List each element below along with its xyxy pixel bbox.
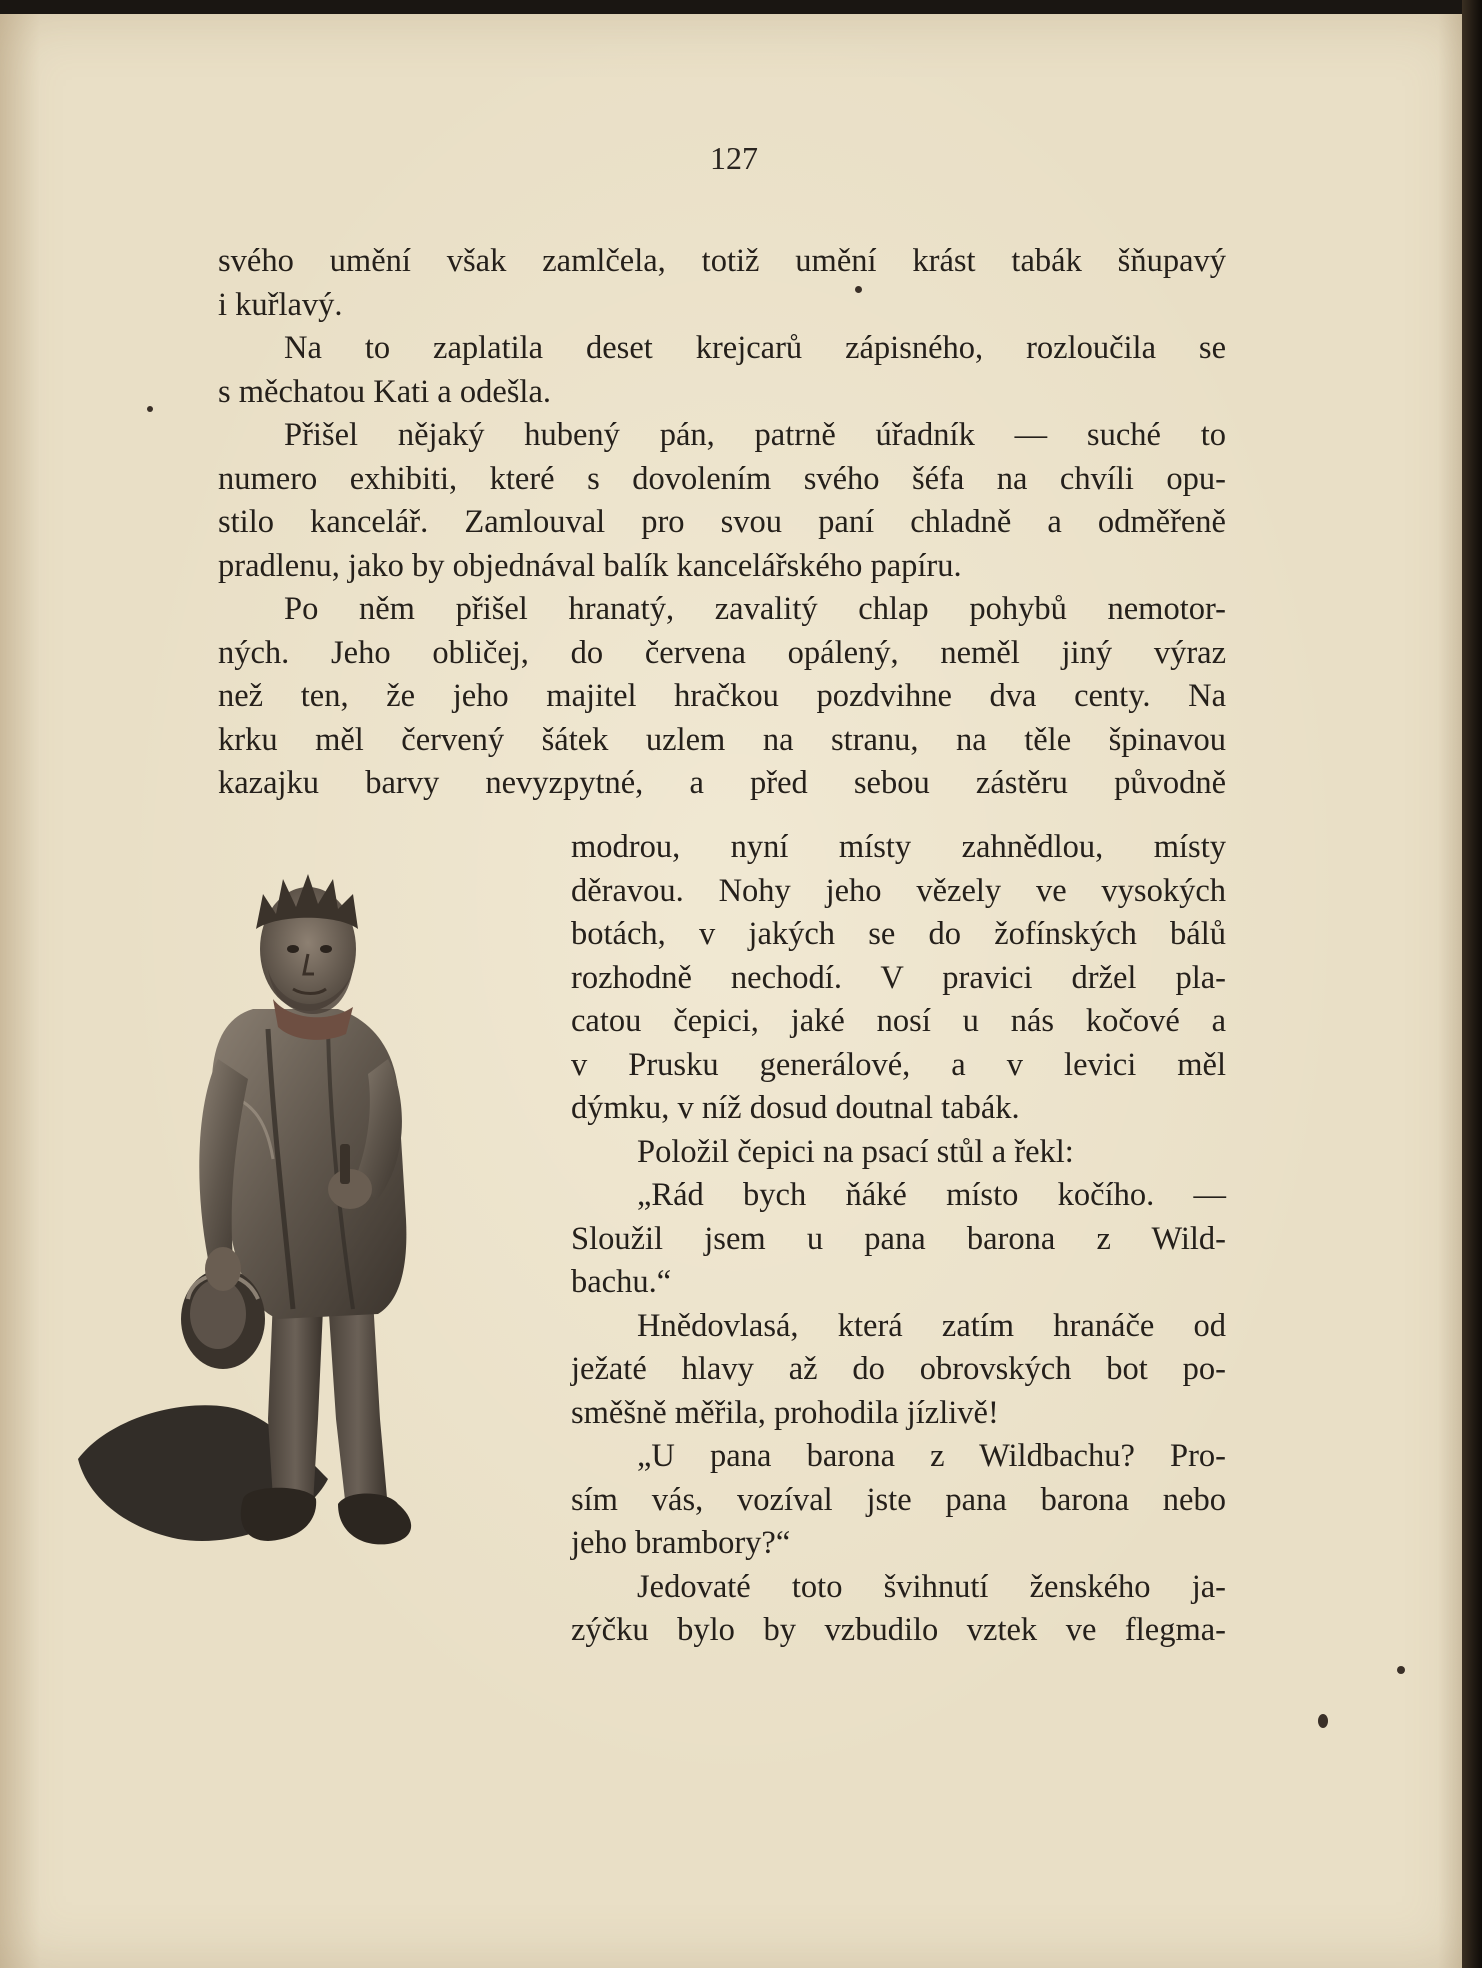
scan-speck [1318,1714,1328,1728]
text-block-beside-illustration [571,826,1226,1653]
text-line: zýčku bylo by vzbudilo vztek ve flegma- [571,1612,1226,1648]
text-line: krku měl červený šátek uzlem na stranu, na těle špinavou [218,721,1226,758]
text-line: „U pana barona z Wildbachu? Pro- [637,1438,1226,1474]
scan-speck [855,286,862,293]
text-line: catou čepici, jaké nosí u nás kočové a [571,1003,1226,1039]
text-line: Přišel nějaký hubený pán, patrně úřadník — suché to [284,417,1226,453]
text-line: modrou, nyní místy zahnědlou, místy [571,829,1226,865]
text-line: Sloužil jsem u pana barona z Wild- [571,1220,1226,1257]
text-line: v Prusku generálové, a v levici měl [571,1046,1226,1083]
text-line: numero exhibiti, které s dovolením svého šéfa na chvíli opu- [218,460,1226,497]
paragraph [571,1131,1226,1175]
paragraph [571,1435,1226,1566]
scan-speck [147,406,153,412]
text-line: Jedovaté toto švihnutí ženského ja- [637,1568,1226,1605]
text-line: Hnědovlasá, která zatím hranáče od [637,1307,1226,1344]
text-line: sím vás, vozíval jste pana barona nebo [571,1481,1226,1518]
paragraph [571,1174,1226,1305]
paragraph [218,240,1226,327]
paragraph [571,826,1226,1131]
text-line: botách, v jakých se do žofínských bálů [571,916,1226,952]
text-line: bachu.“ [571,1264,672,1300]
text-line: jeho brambory?“ [571,1525,791,1561]
text-line: než ten, že jeho majitel hračkou pozdvihne dva centy. Na [218,678,1226,714]
paragraph [218,588,1226,806]
text-line: „Rád bych ňáké místo kočího. — [637,1177,1226,1213]
paragraph [218,327,1226,414]
paragraph [571,1566,1226,1653]
text-line: s měchatou Kati a odešla. [218,373,552,410]
text-line: svého umění však zamlčela, totiž umění krást tabák šňupavý [218,243,1226,279]
text-line: Na to zaplatila deset krejcarů zápisného, rozloučila se [284,330,1226,366]
text-line: ježaté hlavy až do obrovských bot po- [571,1351,1226,1387]
text-block-full-width [218,240,1226,806]
paragraph [571,1305,1226,1436]
text-line: i kuřlavý. [218,286,343,323]
book-page [0,14,1468,1968]
text-line: stilo kancelář. Zamlouval pro svou paní chladně a odměřeně [218,504,1226,540]
book-edge [1462,0,1482,1968]
paragraph [218,414,1226,588]
text-line: Po něm přišel hranatý, zavalitý chlap pohybů nemotor- [284,591,1226,627]
text-line: směšně měřila, prohodila jízlivě! [571,1394,999,1431]
text-line: pradlenu, jako by objednával balík kancelářského papíru. [218,547,962,584]
scan-speck [1397,1666,1405,1674]
text-line: rozhodně nechodí. V pravici držel pla- [571,959,1226,996]
text-line: děravou. Nohy jeho vězely ve vysokých [571,872,1226,909]
text-line: Položil čepici na psací stůl a řekl: [637,1133,1074,1170]
coachman-illustration [68,859,548,1619]
text-line: kazajku barvy nevyzpytné, a před sebou zástěru původně [218,765,1226,801]
text-line: ných. Jeho obličej, do červena opálený, neměl jiný výraz [218,634,1226,671]
text-line: dýmku, v níž dosud doutnal tabák. [571,1090,1020,1126]
page-number: 127 [710,140,758,176]
